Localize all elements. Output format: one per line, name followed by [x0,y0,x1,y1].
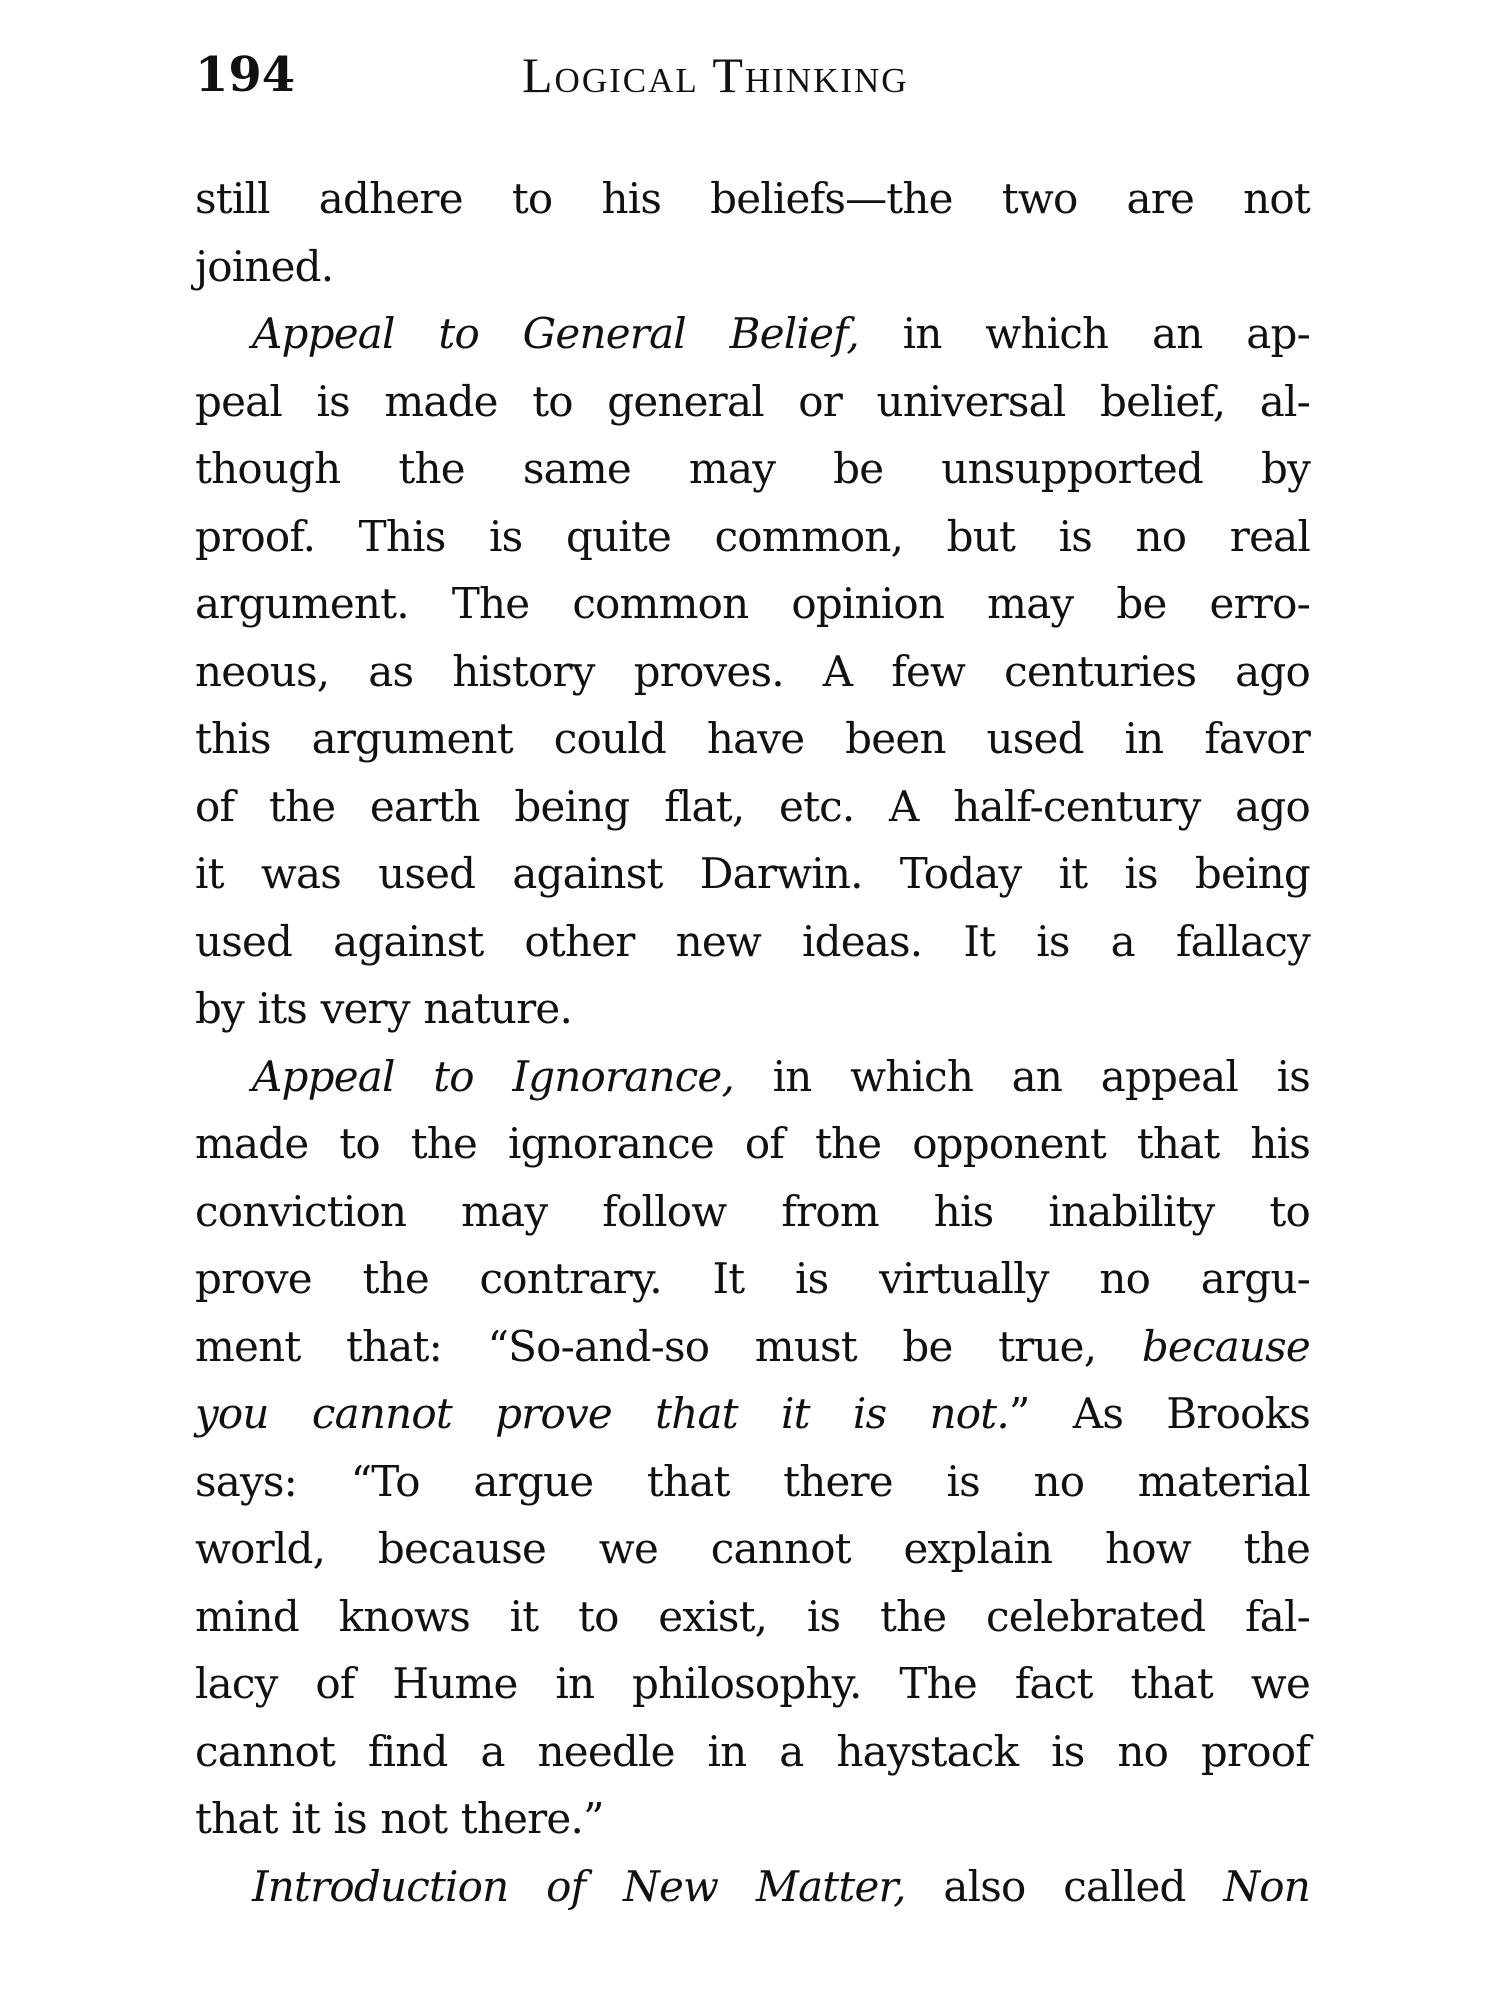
text-line: conviction may follow from his inability to [195,1186,1310,1236]
text-line [195,1043,1310,1111]
text-line: says: “To argue that there is no material [195,1456,1310,1506]
italic-emphasis: you cannot prove that it is not. [195,1389,1009,1438]
running-head [195,40,1310,110]
line-part: ment that: “So-and-so must be true, [195,1321,1142,1371]
text-line: joined. [195,241,334,291]
line-part: ” As Brooks [1008,1389,1311,1438]
text-line [195,1313,1310,1381]
page-number: 194 [195,47,296,103]
text-line: by its very nature. [195,984,573,1033]
text-line: of the earth being flat, etc. A half-century ago [195,781,1310,831]
text-line: this argument could have been used in favor [195,714,1310,763]
term-introduction-of-new-matter: Introduction of New Matter, [252,1861,906,1911]
book-page [195,40,1310,1920]
paragraph-continuation [195,165,1310,300]
text-line: still adhere to his beliefs—the two are not [195,174,1310,223]
text-line [195,300,1310,368]
running-title: Logical Thinking [522,47,909,103]
term-non: Non [1223,1861,1310,1911]
term-appeal-to-general-belief: Appeal to General Belief, [252,309,859,358]
body-text [195,165,1310,1920]
text-line: peal is made to general or universal belief, al- [195,376,1310,426]
paragraph-general-belief [195,300,1310,1043]
text-line [195,1853,1310,1921]
text-line: neous, as history proves. A few centuries ago [195,646,1310,696]
text-line [195,1380,1310,1448]
text-line: prove the contrary. It is virtually no argu- [195,1254,1310,1303]
text-line: cannot find a needle in a haystack is no proof [195,1726,1310,1776]
text-line: world, because we cannot explain how the [195,1524,1310,1573]
line-rest: in which an ap- [858,309,1311,358]
text-line: proof. This is quite common, but is no real [195,511,1310,561]
term-appeal-to-ignorance: Appeal to Ignorance, [252,1051,735,1101]
text-line: mind knows it to exist, is the celebrated fal- [195,1591,1310,1641]
italic-emphasis: because [1141,1321,1310,1371]
text-line: lacy of Hume in philosophy. The fact that we [195,1659,1310,1708]
line-part: also called [905,1861,1224,1911]
text-line: that it is not there.” [195,1794,604,1843]
text-line: argument. The common opinion may be erro- [195,579,1310,628]
text-line: though the same may be unsupported by [195,444,1310,493]
text-line: used against other new ideas. It is a fallacy [195,916,1310,966]
line-rest: in which an appeal is [734,1051,1310,1101]
text-line: it was used against Darwin. Today it is being [195,849,1310,898]
paragraph-ignorance [195,1043,1310,1853]
text-line: made to the ignorance of the opponent that his [195,1119,1310,1168]
paragraph-new-matter [195,1853,1310,1921]
